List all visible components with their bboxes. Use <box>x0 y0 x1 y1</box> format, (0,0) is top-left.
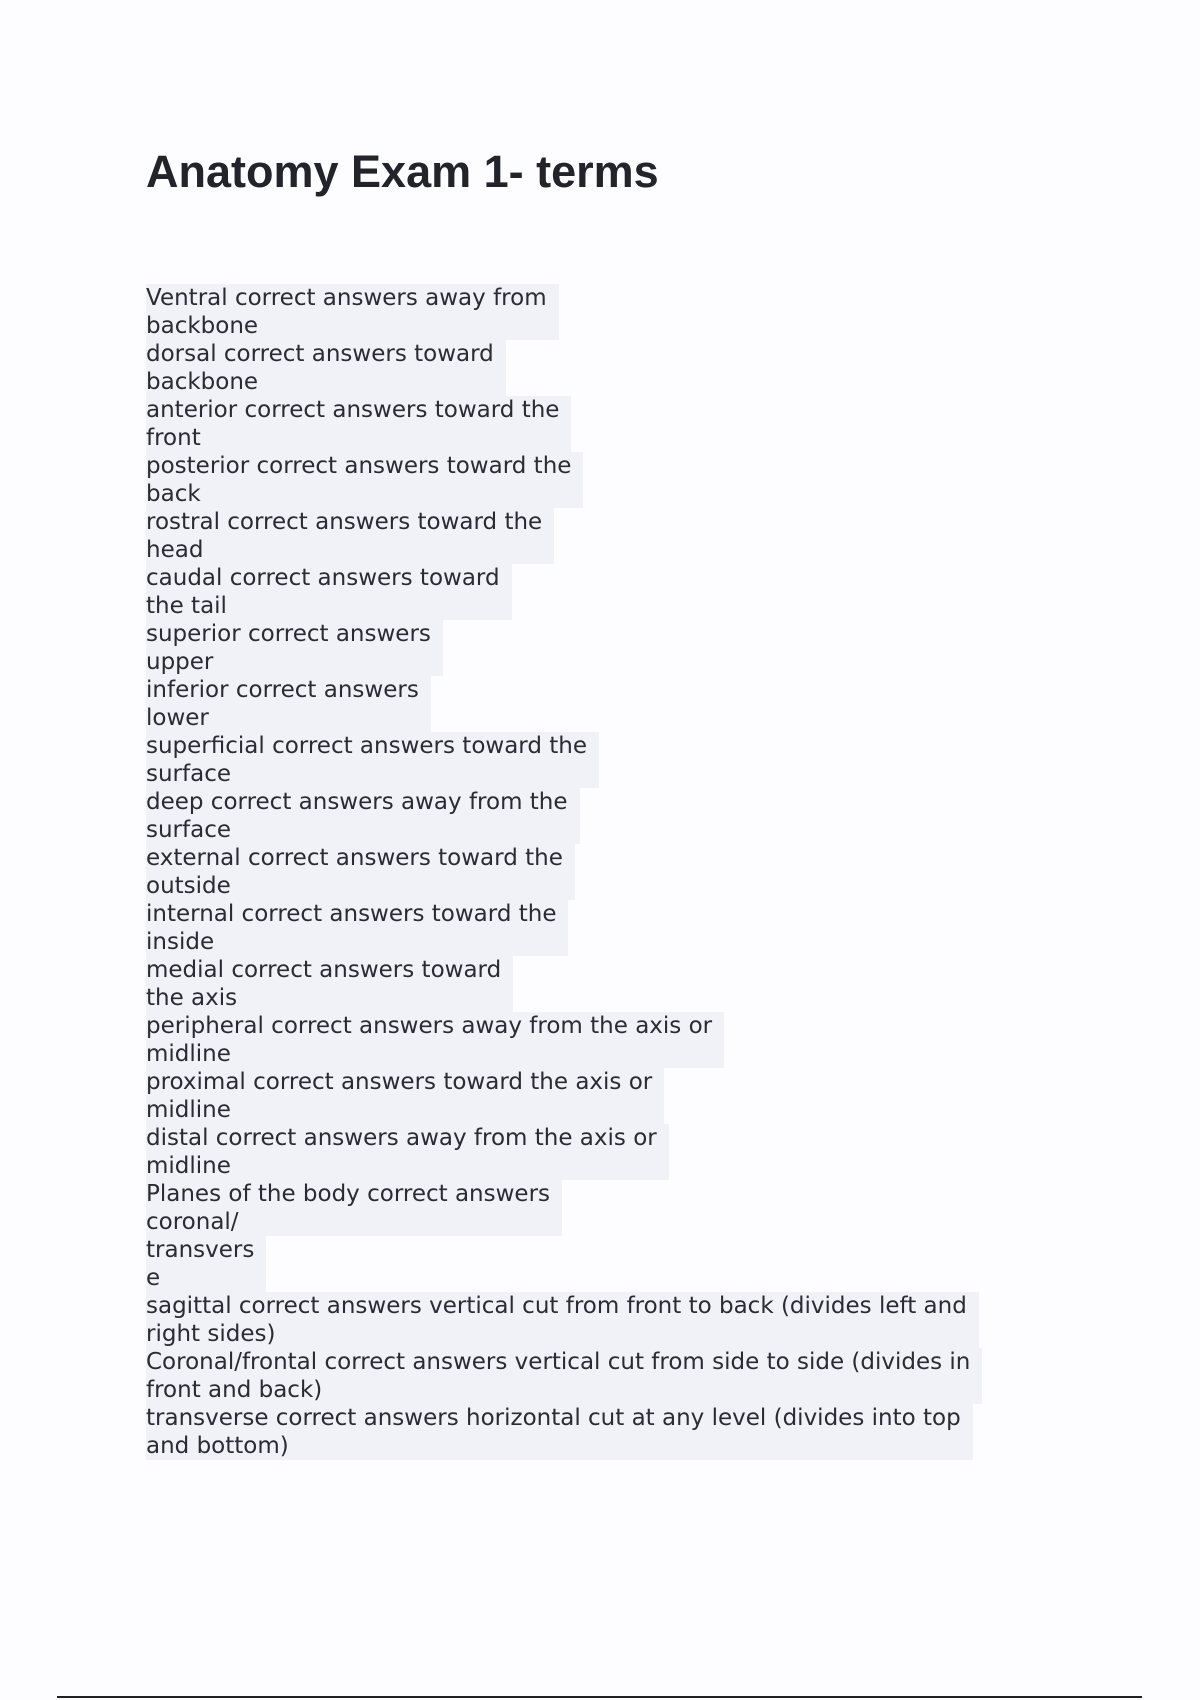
term-distal <box>146 1124 669 1180</box>
term-line: upper <box>146 649 214 675</box>
term-line: back <box>146 481 201 507</box>
term-line: sagittal correct answers vertical cut from front to back (divides left and <box>146 1293 967 1319</box>
term-line: midline <box>146 1153 231 1179</box>
term-line: e <box>146 1265 161 1291</box>
term-posterior <box>146 452 583 508</box>
term-line: transverse correct answers horizontal cut at any level (divides into top <box>146 1405 961 1431</box>
term-line: backbone <box>146 369 259 395</box>
term-line: right sides) <box>146 1321 276 1347</box>
term-medial <box>146 956 513 1012</box>
term-line: backbone <box>146 313 259 339</box>
term-line: front <box>146 425 201 451</box>
term-line: midline <box>146 1041 231 1067</box>
term-line: Coronal/frontal correct answers vertical cut from side to side (divides in <box>146 1349 971 1375</box>
term-list <box>146 284 1086 1460</box>
term-line: deep correct answers away from the <box>146 789 568 815</box>
term-line: superior correct answers <box>146 621 431 647</box>
term-line: lower <box>146 705 209 731</box>
term-ventral <box>146 284 559 340</box>
term-line: surface <box>146 817 232 843</box>
term-line: peripheral correct answers away from the axis or <box>146 1013 713 1039</box>
term-line: head <box>146 537 204 563</box>
term-line: front and back) <box>146 1377 323 1403</box>
term-sagittal <box>146 1292 979 1348</box>
term-superior <box>146 620 443 676</box>
term-anterior <box>146 396 571 452</box>
term-line: anterior correct answers toward the <box>146 397 560 423</box>
term-line: distal correct answers away from the axis or <box>146 1125 657 1151</box>
term-line: posterior correct answers toward the <box>146 453 572 479</box>
term-line: external correct answers toward the <box>146 845 563 871</box>
term-inferior <box>146 676 431 732</box>
term-line: outside <box>146 873 231 899</box>
term-line: and bottom) <box>146 1433 289 1459</box>
term-peripheral <box>146 1012 724 1068</box>
term-line: midline <box>146 1097 231 1123</box>
term-line: Ventral correct answers away from <box>146 285 547 311</box>
term-line: medial correct answers toward <box>146 957 502 983</box>
term-line: dorsal correct answers toward <box>146 341 494 367</box>
term-line: Planes of the body correct answers <box>146 1181 551 1207</box>
term-dorsal <box>146 340 506 396</box>
term-line: internal correct answers toward the <box>146 901 557 927</box>
term-rostral <box>146 508 554 564</box>
term-line: transvers <box>146 1237 255 1263</box>
term-planes-of-the-body <box>146 1180 562 1236</box>
term-transverse-fragment <box>146 1236 266 1292</box>
term-coronal-frontal <box>146 1348 982 1404</box>
term-line: inside <box>146 929 215 955</box>
term-proximal <box>146 1068 664 1124</box>
term-external <box>146 844 575 900</box>
term-internal <box>146 900 568 956</box>
term-line: proximal correct answers toward the axis or <box>146 1069 653 1095</box>
term-line: the axis <box>146 985 238 1011</box>
footer-divider <box>57 1696 1142 1698</box>
term-line: the tail <box>146 593 227 619</box>
term-line: surface <box>146 761 232 787</box>
term-superficial <box>146 732 599 788</box>
term-line: caudal correct answers toward <box>146 565 500 591</box>
term-line: superficial correct answers toward the <box>146 733 587 759</box>
term-line: inferior correct answers <box>146 677 419 703</box>
term-caudal <box>146 564 512 620</box>
document-title: Anatomy Exam 1- terms <box>146 146 659 197</box>
term-deep <box>146 788 580 844</box>
term-line: coronal/ <box>146 1209 239 1235</box>
term-transverse <box>146 1404 973 1460</box>
term-line: rostral correct answers toward the <box>146 509 543 535</box>
